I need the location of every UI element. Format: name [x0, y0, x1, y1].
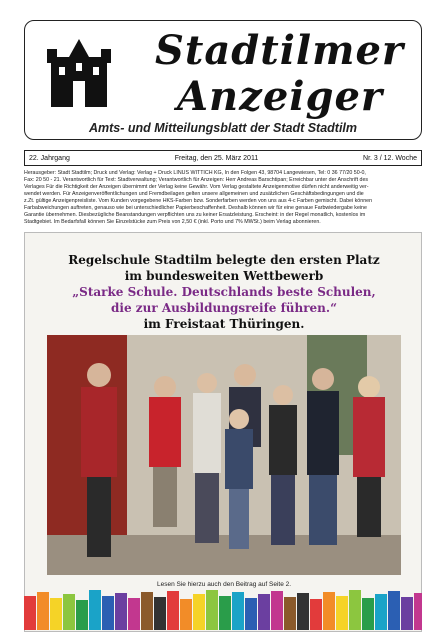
masthead-title-line1: Stadtilmer — [155, 27, 404, 74]
imprint-line: Verlages Für die Richtigkeit der Anzeigen übernimmt der Verlag keine Gewähr. Vom Verlag gestaltete Anzeigenmotive dürfen nicht anderweitig ver- — [24, 184, 369, 190]
colored-pencils-decoration — [24, 588, 422, 630]
article-frame — [24, 232, 422, 632]
imprint-line: Garantie übernehmen. Diesbezügliche Beanstandungen verpflichten uns zu keiner Ersatzleistung. Erscheint: in der Regel monatlich, kostenlos im — [24, 212, 366, 218]
masthead-subtitle: Amts- und Mitteilungsblatt der Stadt Stadtilm — [88, 121, 358, 135]
imprint-line: Stadtgebiet. Im Bedarfsfall können Sie Einzelstücke zum Preis von 2,50 € (inkl. Porto und 7% MWSt.) beim Verlag abonnieren. — [24, 219, 321, 225]
article-headline-5: im Freistaat Thüringen. — [143, 317, 305, 331]
issue-bar — [24, 150, 422, 166]
issue-number: Nr. 3 / 12. Woche — [363, 154, 417, 162]
photo-caption: Lesen Sie hierzu auch den Beitrag auf Seite 2. — [156, 581, 292, 588]
imprint-line: z.Zt. gültige Anzeigenpreisliste. Vom Kunden vorgegebene HKS-Farben bzw. Sonderfarben werden von uns aus 4-c Farben gemischt. Dabei können — [24, 198, 373, 204]
imprint-line: Farbabweichungen auftreten, genauso wie bei unterschiedlicher Papierbeschaffenheit. Deshalb können wir für eine genaue Farbwiedergabe keine — [24, 205, 367, 211]
masthead — [24, 20, 422, 140]
imprint — [24, 170, 422, 226]
issue-date: Freitag, den 25. März 2011 — [174, 154, 259, 162]
group-photo — [47, 335, 401, 575]
town-crest-icon — [43, 35, 115, 113]
article-headline-4: die zur Ausbildungsreife führen.“ — [111, 301, 337, 315]
masthead-title-line2: Anzeiger — [177, 73, 383, 120]
article-headline-2: im bundesweiten Wettbewerb — [124, 269, 324, 283]
article-headline-3: „Starke Schule. Deutschlands beste Schulen, — [72, 285, 376, 299]
imprint-line: Herausgeber: Stadt Stadtilm; Druck und Verlag: Verlag + Druck LINUS WITTICH KG, In den Folgen 43, 98704 Langewiesen, Tel: 0 36 77/20 50-0, — [24, 170, 366, 176]
imprint-line: Fax: 20 50 - 21. Verantwortlich für Text: Stadtverwaltung; Verantwortlich für Anzeigen: Herr Andreas Barschtipan; Erreichbar unter der Anschrift des — [24, 177, 369, 183]
issue-year: 22. Jahrgang — [29, 154, 70, 162]
imprint-line: wendet werden. Für Anzeigenveröffentlichungen und Fremdbeilagen gelten unsere allgemeinen und zusätzlichen Geschäftsbedingungen und die — [24, 191, 364, 197]
article-headline-1: Regelschule Stadtilm belegte den ersten Platz — [68, 253, 380, 267]
